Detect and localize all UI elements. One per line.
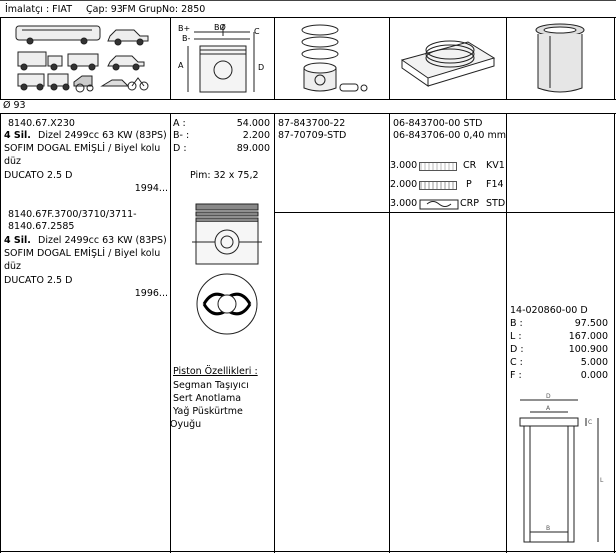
- diagram-label-b-plus: B+: [178, 24, 191, 33]
- ring-3-code: STD: [486, 198, 506, 209]
- liner-dim-l-value: 167.000: [568, 331, 608, 342]
- piston-dim-b-label: B- :: [173, 130, 190, 141]
- engine-2-desc-2: düz: [4, 261, 22, 272]
- engine-1-code: 8140.67.X230: [8, 118, 75, 129]
- piston-feature-item: Segman Taşıyıcı: [173, 380, 249, 391]
- engine-2-desc: SOFIM DOGAL EMİŞLİ / Biyel kolu: [4, 248, 161, 259]
- bore-section-label: Ø 93: [3, 100, 26, 111]
- piston-dimension-diagram: [178, 22, 270, 96]
- liner-dim-f-value: 0.000: [580, 370, 608, 381]
- ring-3-size: 3.000: [390, 198, 418, 209]
- diagram-label-d: D: [258, 63, 265, 72]
- header-bore: Çap: 93: [86, 4, 123, 15]
- piston-feature-item: Oyuğu: [170, 419, 202, 430]
- engine-1-model: DUCATO 2.5 D: [4, 170, 73, 181]
- piston-dim-d-label: D :: [173, 143, 187, 154]
- engine-1-desc: SOFIM DOGAL EMİŞLİ / Biyel kolu: [4, 143, 161, 154]
- piston-dim-a-value: 54.000: [236, 118, 270, 129]
- liner-code: 14-020860-00 D: [510, 305, 588, 316]
- liner-dim-b-label: B :: [510, 318, 523, 329]
- piston-features-title: Piston Özellikleri :: [173, 366, 258, 377]
- header-manufacturer: İmalatçı : FIAT: [5, 4, 72, 15]
- engine-2-cylinders: 4 Sil.: [4, 235, 31, 246]
- liner-label-l: L: [600, 477, 604, 484]
- liner-dim-f-label: F :: [510, 370, 522, 381]
- ring-1-size: 3.000: [390, 160, 418, 171]
- piston-dim-a-label: A :: [173, 118, 186, 129]
- piston-drawing: [190, 200, 262, 342]
- header-group: FM GrupNo: 2850: [122, 4, 206, 15]
- piston-rings-icon: [290, 22, 374, 96]
- liner-label-c: C: [588, 419, 593, 426]
- ring-code-1: 06-843700-00 STD: [393, 118, 483, 129]
- ring-1-type: CR: [463, 160, 477, 171]
- engine-2-code: 8140.67F.3700/3710/3711-: [8, 209, 137, 220]
- engine-1-year: 1994...: [134, 183, 168, 194]
- ring-3-profile-icon: [419, 199, 459, 210]
- ring-2-profile-icon: [419, 181, 457, 190]
- ring-2-type: P: [466, 179, 472, 190]
- liner-label-a: A: [546, 405, 551, 412]
- engine-2-year: 1996...: [134, 288, 168, 299]
- diagram-label-b-zero: BØ: [214, 23, 226, 32]
- ring-2-size: 2.000: [390, 179, 418, 190]
- piston-feature-item: Sert Anotlama: [173, 393, 242, 404]
- liner-dim-c-label: C :: [510, 357, 523, 368]
- engine-2-spec: Dizel 2499cc 63 KW (83PS): [38, 235, 167, 246]
- piston-dim-b-value: 2.200: [242, 130, 270, 141]
- engine-1-cylinders: 4 Sil.: [4, 130, 31, 141]
- diagram-label-c: C: [254, 27, 260, 36]
- engine-2-code-2: 8140.67.2585: [8, 221, 75, 232]
- liner-label-b: B: [546, 525, 551, 532]
- header-divider: [0, 17, 616, 18]
- diagram-label-a: A: [178, 61, 184, 70]
- ring-2-code: F14: [486, 179, 504, 190]
- cylinder-liner-icon: [530, 22, 592, 96]
- ring-3-type: CRP: [460, 198, 479, 209]
- ring-code-2: 06-843706-00 0,40 mm: [393, 130, 506, 141]
- engine-1-spec: Dizel 2499cc 63 KW (83PS): [38, 130, 167, 141]
- engine-2-model: DUCATO 2.5 D: [4, 275, 73, 286]
- top-border: [0, 0, 616, 1]
- piston-code-2: 87-70709-STD: [278, 130, 347, 141]
- piston-dim-d-value: 89.000: [236, 143, 270, 154]
- liner-label-d: D: [546, 393, 551, 400]
- liner-dim-c-value: 5.000: [580, 357, 608, 368]
- piston-code-1: 87-843700-22: [278, 118, 346, 129]
- liner-dim-d-value: 100.900: [568, 344, 608, 355]
- ring-set-box-icon: [398, 30, 498, 90]
- vehicles-icon: [12, 22, 162, 96]
- engine-1-desc-2: düz: [4, 156, 22, 167]
- liner-dim-l-label: L :: [510, 331, 522, 342]
- liner-drawing: [512, 392, 610, 548]
- piston-feature-item: Yağ Püskürtme: [173, 406, 243, 417]
- liner-dim-b-value: 97.500: [574, 318, 608, 329]
- ring-1-profile-icon: [419, 162, 457, 171]
- diagram-label-b-minus: B-: [182, 34, 191, 43]
- piston-pin-size: Pim: 32 x 75,2: [190, 170, 259, 181]
- liner-dim-d-label: D :: [510, 344, 524, 355]
- ring-1-code: KV1: [486, 160, 505, 171]
